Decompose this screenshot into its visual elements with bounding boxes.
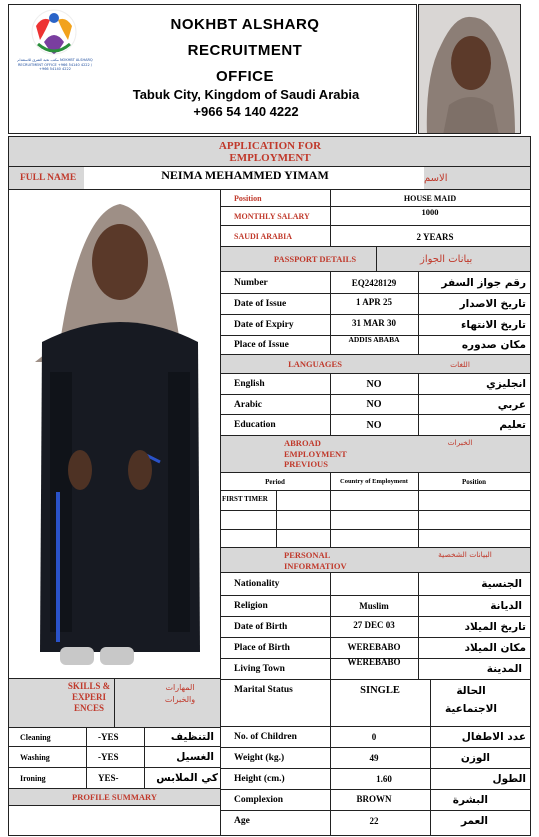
- age-ar: العمر: [460, 815, 488, 827]
- english-value: NO: [366, 378, 382, 390]
- complexion-label: Complexion: [234, 795, 284, 805]
- washing-ar: الغسيل: [176, 751, 214, 763]
- height-value: 1.60: [376, 774, 392, 784]
- nationality-value: [330, 573, 418, 595]
- application-title: APPLICATION FOR EMPLOYMENT: [218, 139, 322, 164]
- children-label: No. of Children: [234, 732, 297, 742]
- education-value: NO: [366, 419, 382, 431]
- cleaning-label: Cleaning: [20, 732, 51, 742]
- age-value: 22: [369, 816, 379, 826]
- expiry-date-value: 31 MAR 30: [352, 318, 396, 328]
- languages-title: LANGUAGES: [288, 359, 342, 369]
- company-contact: Tabuk City, Kingdom of Saudi Arabia +966 54 140 4222: [132, 87, 360, 119]
- position-label: Position: [234, 193, 262, 203]
- living-town-ar: المدينة: [486, 663, 522, 675]
- birthplace-ar: مكان الميلاد: [464, 642, 526, 654]
- marital-status-value: SINGLE: [360, 684, 400, 696]
- issue-date-value: 1 APR 25: [356, 297, 392, 307]
- dob-value: 27 DEC 03: [353, 620, 395, 630]
- education-ar: تعليم: [499, 419, 526, 431]
- age-label: Age: [234, 816, 250, 826]
- religion-ar: الديانة: [490, 600, 522, 612]
- profile-summary-title: PROFILE SUMMARY: [72, 792, 157, 802]
- logo-caption: مكتب نخبة الشرق للاستقدام NOKHBT ALSHARQ RECRUITMENT OFFICE +966 54140 4222 / +966 54140 4222: [17, 58, 93, 71]
- weight-value: 49: [369, 753, 379, 763]
- first-timer: FIRST TIMER: [222, 495, 268, 503]
- place-of-issue-value: ADDIS ABABA: [348, 334, 400, 344]
- education-label: Education: [234, 420, 276, 430]
- weight-ar: الوزن: [460, 752, 490, 764]
- personal-title: PERSONAL INFORMATIOV: [284, 550, 347, 571]
- children-ar: عدد الاطفال: [461, 731, 526, 743]
- arabic-value: NO: [366, 399, 382, 410]
- arabic-label: Arabic: [234, 399, 262, 410]
- religion-label: Religion: [234, 601, 268, 611]
- english-label: English: [234, 379, 265, 389]
- personal-title-ar: البيانات الشخصية: [438, 550, 492, 559]
- ironing-ar: كي الملابس: [156, 772, 218, 784]
- complexion-value: BROWN: [356, 794, 392, 804]
- birthplace-value: WEREBABO: [347, 642, 401, 652]
- nationality-ar: الجنسية: [481, 578, 522, 590]
- passport-title: PASSPORT DETAILS: [273, 254, 357, 264]
- dob-ar: تاريخ الميلاد: [464, 621, 526, 633]
- weight-label: Weight (kg.): [234, 753, 285, 763]
- dob-label: Date of Birth: [234, 622, 288, 632]
- passport-title-ar: بيانات الجواز: [420, 253, 473, 265]
- complexion-ar: البشرة: [452, 794, 488, 806]
- expiry-date-ar: تاريخ الانتهاء: [461, 319, 526, 331]
- passport-number-value: EQ2428129: [351, 277, 397, 288]
- passport-number-label: Number: [234, 277, 268, 288]
- height-ar: الطول: [492, 773, 526, 785]
- nationality-label: Nationality: [234, 579, 280, 589]
- skills-title-ar: المهارات والخبرات: [164, 683, 196, 704]
- cleaning-value: -YES: [98, 732, 119, 742]
- expiry-date-label: Date of Expiry: [234, 320, 294, 330]
- col-period: Period: [265, 477, 285, 486]
- washing-label: Washing: [20, 752, 50, 762]
- full-body-photo: [20, 192, 210, 676]
- cleaning-ar: التنظيف: [170, 731, 214, 743]
- full-name-label: FULL NAME: [20, 173, 77, 183]
- salary-label: MONTHLY SALARY: [234, 211, 310, 221]
- place-of-issue-label: Place of Issue: [234, 340, 289, 350]
- children-value: 0: [371, 732, 377, 742]
- living-town-value: WEREBABO: [347, 657, 401, 667]
- headshot-photo: [418, 4, 521, 134]
- religion-value: Muslim: [359, 601, 389, 611]
- col-country: Country of Employment: [340, 477, 408, 485]
- contract-duration: 2 YEARS: [416, 232, 454, 242]
- experience-title-ar: الخبرات: [447, 438, 473, 447]
- company-logo: [12, 6, 96, 86]
- ironing-label: Ironing: [20, 773, 46, 783]
- place-of-issue-ar: مكان صدوره: [461, 339, 526, 351]
- col-position: Position: [461, 477, 487, 486]
- height-label: Height (cm.): [234, 774, 285, 784]
- birthplace-label: Place of Birth: [234, 643, 290, 653]
- experience-title: ABROAD EMPLOYMENT PREVIOUS: [284, 438, 347, 469]
- ironing-value: YES-: [98, 773, 119, 783]
- company-name: NOKHBT ALSHARQ RECRUITMENT OFFICE: [170, 16, 320, 85]
- living-town-label: Living Town: [234, 664, 285, 674]
- country-label: SAUDI ARABIA: [234, 231, 293, 241]
- washing-value: -YES: [98, 752, 119, 762]
- marital-status-label: Marital Status: [234, 685, 293, 695]
- passport-number-ar: رقم جواز السفر: [441, 276, 526, 289]
- issue-date-ar: تاريخ الاصدار: [459, 298, 526, 310]
- skills-title: SKILLS & EXPERI ENCES: [67, 681, 111, 713]
- languages-title-ar: اللغات: [450, 359, 470, 369]
- issue-date-label: Date of Issue: [234, 299, 287, 309]
- salary-value: 1000: [421, 207, 439, 217]
- marital-status-ar: الحالة الاجتماعية: [444, 685, 498, 715]
- full-name-label-ar: الاسم: [424, 172, 448, 184]
- arabic-ar: عربي: [497, 398, 526, 411]
- english-ar: انجليزي: [486, 378, 526, 390]
- position-value: HOUSE MAID: [403, 193, 457, 203]
- full-name-value: NEIMA MEHAMMED YIMAM: [161, 167, 329, 182]
